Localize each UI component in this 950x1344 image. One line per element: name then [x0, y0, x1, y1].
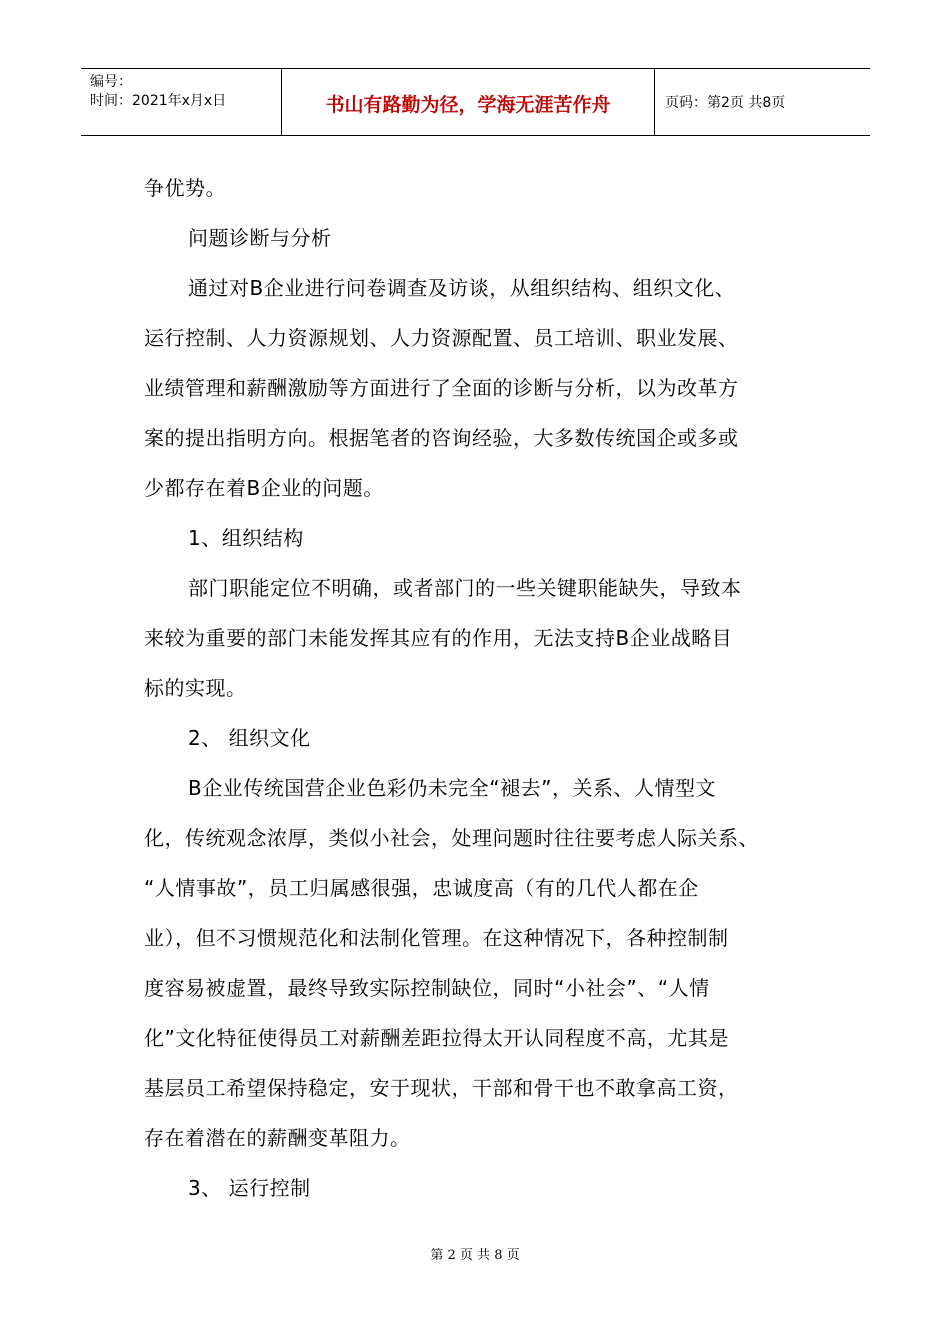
body-line: 问题诊断与分析: [188, 226, 332, 250]
header-motto: 书山有路勤为径，学海无涯苦作舟: [325, 94, 611, 116]
body-line: 业），但不习惯规范化和法制化管理。在这种情况下，各种控制制: [144, 926, 729, 950]
body-line: 运行控制、人力资源规划、人力资源配置、员工培训、职业发展、: [144, 326, 739, 350]
body-line: 部门职能定位不明确，或者部门的一些关键职能缺失，导致本: [188, 576, 742, 600]
body-line: 标的实现。: [144, 676, 247, 700]
body-line: 少都存在着B企业的问题。: [144, 476, 384, 500]
body-line: 化，传统观念浓厚，类似小社会，处理问题时往往要考虑人际关系、: [144, 826, 759, 850]
body-line: B企业传统国营企业色彩仍未完全“褪去”，关系、人情型文: [188, 776, 716, 800]
body-line: “人情事故”，员工归属感很强，忠诚度高（有的几代人都在企: [144, 876, 699, 900]
header-motto-cell: [282, 69, 655, 135]
page-header: [81, 68, 870, 136]
document-number-label: 编号：: [90, 74, 132, 90]
body-line: 来较为重要的部门未能发挥其应有的作用，无法支持B企业战略目: [144, 626, 733, 650]
header-meta-cell: [81, 69, 282, 135]
page-footer: 第 2 页 共 8 页: [430, 1248, 520, 1263]
document-time-label: 时间：2021年x月x日: [90, 93, 227, 109]
document-body: [144, 163, 814, 1213]
header-page-info: 页码：第2页 共8页: [665, 95, 786, 111]
body-line: 通过对B企业进行问卷调查及访谈，从组织结构、组织文化、: [188, 276, 736, 300]
body-line: 业绩管理和薪酬激励等方面进行了全面的诊断与分析，以为改革方: [144, 376, 739, 400]
body-line: 3、 运行控制: [188, 1176, 311, 1200]
body-line: 化”文化特征使得员工对薪酬差距拉得太开认同程度不高，尤其是: [144, 1026, 729, 1050]
body-line: 2、 组织文化: [188, 726, 311, 750]
header-page-cell: [655, 69, 870, 135]
body-line: 争优势。: [144, 176, 226, 200]
body-line: 1、组织结构: [188, 526, 304, 550]
body-line: 案的提出指明方向。根据笔者的咨询经验，大多数传统国企或多或: [144, 426, 739, 450]
body-line: 基层员工希望保持稳定，安于现状，干部和骨干也不敢拿高工资，: [144, 1076, 739, 1100]
body-line: 存在着潜在的薪酬变革阻力。: [144, 1126, 411, 1150]
body-line: 度容易被虚置，最终导致实际控制缺位，同时“小社会”、“人情: [144, 976, 710, 1000]
